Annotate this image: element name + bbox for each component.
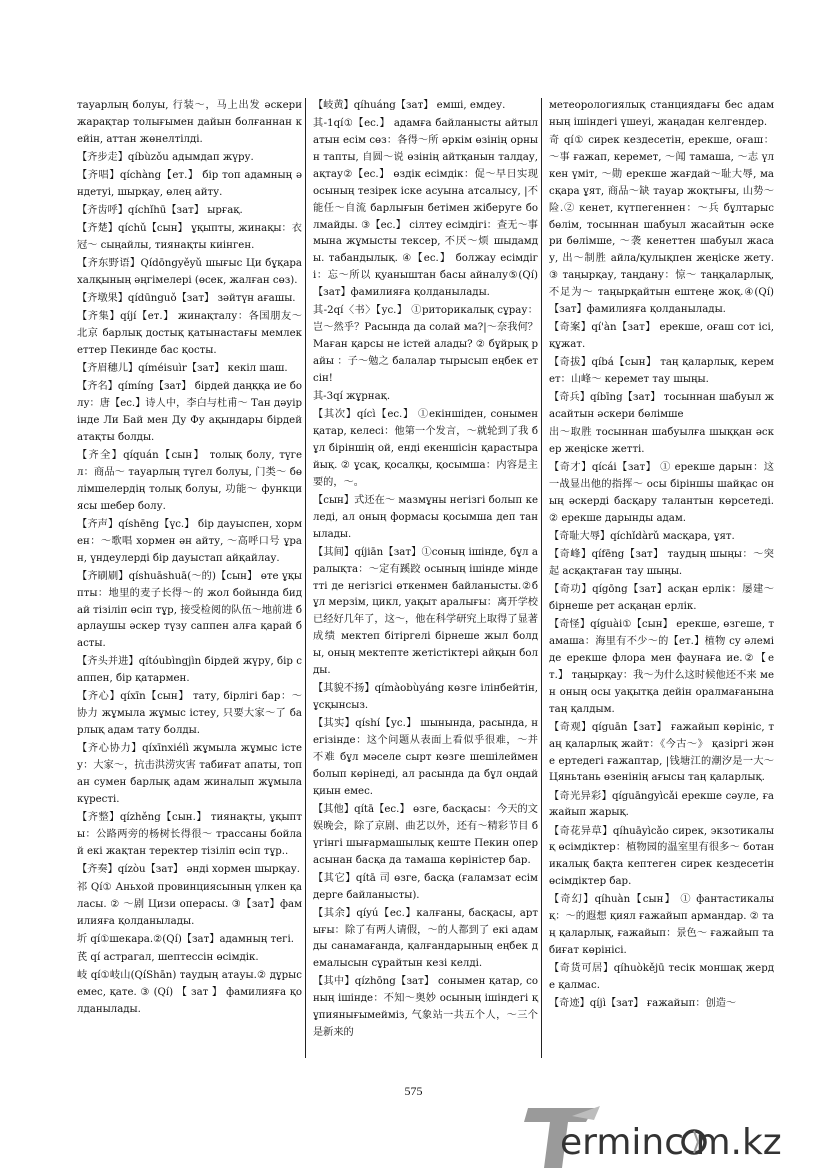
dictionary-entry: 【奇货可居】qíhuòkějū тесік моншақ жерде қалмас. [549, 963, 774, 992]
dictionary-entry: 其-1qí①【ес.】 адамға байланысты айтылатын есім сөз：各得～所 әркім өзінің орнын тапты, 自圆～说 өзінің айтқанын талдау, ақтау②【ес.】 өздік есімдік：促～早日实现 осының тезірек іске асуына атсалысу, |不能任～自流 барлығын бетімен жіберуге болмайды. ③【ес.】 сілтеу есімдігі：查无～事 мына жұмысты тексер, 不厌～烦 шыдамды. табандылық. ④【ес.】 болжау есімдігі：忘～所以 қуаныштан басы айналу⑤(Qí)【зат】фамилияға қолданылады. [313, 118, 538, 299]
dictionary-entry: 【齐心协力】qíxīnxiélì жұмыла жұмыс істеу：大家～，抗击洪涝灾害 табиғат апаты, топан сумен барлық адам жиналып жұмыла күресті. [77, 743, 302, 806]
dictionary-entry: 【其貌不扬】qímàobùyáng көзге ілінбейтін, ұсқынсыз. [313, 683, 538, 712]
dictionary-entry: 【齐刷刷】qíshuāshuā(～的)【сын】 өте ұқыпты：地里的麦子长得～的 жол бойында бидай тізіліп өсіп тұр, 接受检阅的队伍～地前进 барлаушы әскер түзу саппен алға қарай басты. [77, 570, 302, 650]
dictionary-entry: 【齐齿呼】qíchǐhū【зат】 ырғақ. [77, 205, 243, 216]
dictionary-entry: 【奇才】qícái【зат】 ① ерекше дарын：这一战显出他的指挥～ осы біріншы шайқас оның әскерді басқару талантын көрсетеді.② ерекше дарынды адам. [549, 462, 774, 524]
dictionary-column-2 [313, 98, 538, 1043]
page-number: 575 [404, 1084, 423, 1098]
column-divider [305, 98, 306, 1058]
dictionary-entry: 【齐步走】qíbùzǒu адымдап жүру. [77, 151, 254, 163]
dictionary-entry: 【奇花异草】qíhuāyìcǎo сирек, экзотикалық өсімдіктер：植物园的温室里有很多～ ботаникалық бақта кептеген сирек кездесетін өсімдіктер бар. [549, 825, 774, 888]
dictionary-entry: 【奇兵】qíbīng【зат】 тосыннан шабуыл жасайтын әскери бөлімше [549, 392, 774, 421]
dictionary-entry: 【其余】qíyú【ес.】калғаны, басқасы, артығы：除了有两人请假，～的人都到了 екі адамды санамағанда, қалғандарының еңбек демалысын сұрайтын кезі келді. [313, 907, 538, 970]
dictionary-entry: 【齐眉穗儿】qíméisuìr【зат】 кекіл шаш. [77, 363, 288, 375]
dictionary-entry: 其-2qí〈书〉【ус.】 ①риторикалық сұрау：岂～然乎？Расында да солай ма?|～奈我何？Маған қарсы не істей алады? ② бұйрық райы ：子～勉之 балалар тырысып еңбек етсін! [313, 305, 538, 384]
dictionary-entry: 【齐奏】qízòu【зат】 әнді хормен шырқау. [77, 864, 301, 876]
dictionary-entry: 【齐名】qímíng【зат】 бірдей даңққа ие болу：唐【ес.】诗人中，李白与杜甫～ Тан дәуірінде Ли Бай мен Ду Фу ақындары бірдей атақты болды. [77, 381, 302, 443]
dictionary-entry: 【奇迹】qíjì【зат】 ғажайып：创造～ [549, 998, 737, 1010]
dictionary-entry: 【奇观】qíguān【зат】 ғажайып көрініс, таң қаларлық жайт：《今古～》 қазіргі және ертедегі ғажаптар, |钱塘江的潮汐是一大～ Цяньтань өзенінің ағысы таң қаларлық. [549, 721, 774, 784]
dictionary-entry: 【齐东野语】Qídōngyěyǔ шығыс Ци бұқара халқының әңгімелері (өсек, жалған сөз). [77, 258, 302, 286]
dictionary-entry: 【齐集】qíjí【ет.】 жинақталу：各国朋友～北京 барлық достық қатынастағы мемлекеттер Пекинде бас қосты. [77, 311, 302, 356]
dictionary-entry: 【奇案】qí'àn【зат】 ерекше, оғаш сот ісі, құжат. [549, 322, 774, 351]
dictionary-entry: 【齐头并进】qítóubìngjìn бірдей жүру, бір саппен, бір қатармен. [77, 656, 302, 685]
dictionary-entry: метеорологиялық станциядағы бес адамның ішіндегі үшеуі, жаңадан келгендер. [549, 100, 774, 128]
dictionary-entry: 【奇峰】qífēng【зат】 таудың шыңы：～突起 асқақтаған тау шыңы. [549, 549, 774, 577]
dictionary-entry: 岐 qí①岐山(QíShān) таудың атауы.② дұрыс емес, қате. ③ (Qí) 【 зат 】 фамилияға қолданылады. [77, 970, 302, 1016]
dictionary-entry: 【齐整】qízhěng【сын.】 тиянақты, ұқыпты：公路两旁的杨树长得很～ трассаны бойлай екі жақтан теректер тізіліп өсіп тұр.. [77, 812, 302, 857]
dictionary-entry: 【奇拔】qíbá【сын】 таң қаларлық, керемет：山峰～ керемет тау шыңы. [549, 357, 774, 386]
dictionary-entry: 【奇幻】qíhuàn【сын】 ① фантастикалық：～的遐想 қиял ғажайып армандар. ② таң қаларлық, ғажайып：景色～ ғажайып табиғат көрінісі. [549, 894, 774, 957]
dictionary-entry: 【奇耻大辱】qíchǐdàrǔ масқара, ұят. [549, 530, 735, 542]
dictionary-entry: 【其他】qítā【ес.】 өзге, басқасы：今天的文娱晚会，除了京剧、曲艺以外，还有～精彩节目 бүгінгі шығармашылық кеште Пекин операсынан басқа да тамаша көріністер бар. [313, 803, 538, 866]
dictionary-entry: 【其实】qíshí【ус.】 шынында, расында, негізінде：这个问题从表面上看似乎很难，～并不难 бұл мәселе сырт көзге шешілеймен болып көрінеді, ал расында да бұл оңдай қиын емес. [313, 718, 538, 797]
dictionary-column-1 [77, 98, 302, 1020]
dictionary-column-3 [549, 98, 774, 1014]
dictionary-entry: 【сын】式还在～ мазмұны негізгі болып келеді, ал оның формасы қосымша деп танылады. [313, 494, 538, 540]
dictionary-entry: 其-3qí жұрнақ. [313, 390, 391, 402]
dictionary-entry: 【齐楚】qíchǔ【сын】 ұқыпты, жинақы：衣冠～ сыңайлы, тиянақты киінген. [77, 223, 302, 251]
dictionary-entry: 【齐全】qíquán【сын】 толық болу, түгел：商品～ тауарлың түгел болуы, 门类～ бөлімшелердің толық болуы, 功能～ функциясы шебер болу. [77, 450, 302, 512]
dictionary-entry: 【齐墩果】qídūnguǒ【зат】 зәйтүн ағашы. [77, 293, 296, 305]
dictionary-entry: 【其它】qítā 司 өзге, басқа (ғаламзат есімдерге байланысты). [313, 872, 538, 901]
dictionary-entry: 【岐黄】qíhuáng【зат】 емші, емдеу. [313, 100, 506, 111]
dictionary-entry: 【奇光异彩】qíguāngyìcǎi ерекше сәуле, ғажайып жарық. [549, 790, 774, 819]
dictionary-entry: 圻 qí①шекара.②(Qí)【зат】адамның тегі. [77, 934, 294, 946]
dictionary-entry: 【其中】qízhōng【зат】 сонымен қатар, соның ішінде：不知～奥妙 осының ішіндегі құпиянығымейміз, 气象站一共五个人，～三个是新来的 [313, 976, 538, 1039]
dictionary-entry: 【其间】qíjiān【зат】①соның ішінде, бұл аралықта：～定有蹊跤 осының ішінде міндетті де негізгісі өткенмен байланысты.②бұл мерзім, цикл, уақыт аралығы：离开学校已经好几年了，这～，他在科学研究上取得了显著成绩 мектеп бітіргелі бірнеше жыл болды, оның мектепте жетістіктері айқын болды. [313, 546, 538, 677]
terminkom-watermark-logo [520, 1098, 820, 1170]
dictionary-entry: 【奇功】qígōng【зат】асқан ерлік：屡建～ бірнеше рет асқаңан ерлік. [549, 584, 774, 612]
dictionary-entry: 祁 Qí① Аньхой провинциясының үлкен қаласы. ② ～剧 Цизи операсы. ③【зат】фамилияға қолданылады. [77, 882, 302, 927]
dictionary-entry: 芪 qí астрагал, шептессін өсімдік. [77, 952, 259, 964]
dictionary-entry: 【齐唱】qíchàng【ет.】 бір топ адамның әндетуі, шырқау, өлең айту. [77, 170, 302, 198]
column-divider [541, 98, 542, 1058]
dictionary-entry: тауарлың болуы, 行装～，马上出发 әскери жарақтар толығымен дайын болғаннан кейін, аттан жөнелтілді. [77, 100, 302, 145]
dictionary-entry: 【奇怪】qíguài①【сын】 ерекше, өзгеше, тамаша：海里有不少～的【ет.】植物 су әлемі де ерекше флора мен фаунаға ие.②【ет.】 таңырқау：我～为什么这时候他还不来 мен оның осы уақытқа дейін оралмағанына таң қалдым. [549, 619, 774, 715]
dictionary-entry: 【齐心】qíxīn【сын】 тату, бірлігі бар：～协力 жұмыла жұмыс істеу, 只要大家～了 барлық адам тату болды. [77, 691, 302, 737]
dictionary-entry: 奇 qí① сирек кездесетін, ерекше, оғаш：～事 ғажап, керемет, ～闻 тамаша, ～志 үлкен үміт, ～勋 ерекше жағдай～耻大辱, масқара ұят, 商品～缺 тауар жоқтығы, 山势～险.② кенет, күтпегеннен：～兵 бұлтарыс бөлім, тосыннан шабуыл жасайтын әскери бөлімше, ～袭 кенеттен шабуыл жасау, 出～制胜 айла/қулықпен жеңіске жету. ③ таңырқау, таңдану：惊～ таңқаларлық, 不足为～ таңырқайтын ештеңе жоқ.④(Qí)【зат】фамилияға қолданылады. [549, 135, 774, 316]
dictionary-entry: 【齐声】qíshēng【үс.】 бір дауыспен, хормен：～歌唱 хормен ән айту, ～高呼口号 ұран, үндеулерді бір дауыстап айқайлау. [77, 518, 302, 564]
dictionary-entry: 出～取胜 тосыннан шабуылға шыққан әскер жеңіске жетті. [549, 427, 774, 456]
dictionary-entry: 【其次】qícì【ес.】 ①екіншіден, сонымен қатар, келесі：他第一个发言，～就轮到了我 бұл біріншің ой, енді екеншісін қарастырайық. ② ұсақ, қосалқы, қосымша：内容是主要的，～。 [313, 409, 538, 488]
watermark-text: erminc m.kz [560, 1122, 782, 1163]
